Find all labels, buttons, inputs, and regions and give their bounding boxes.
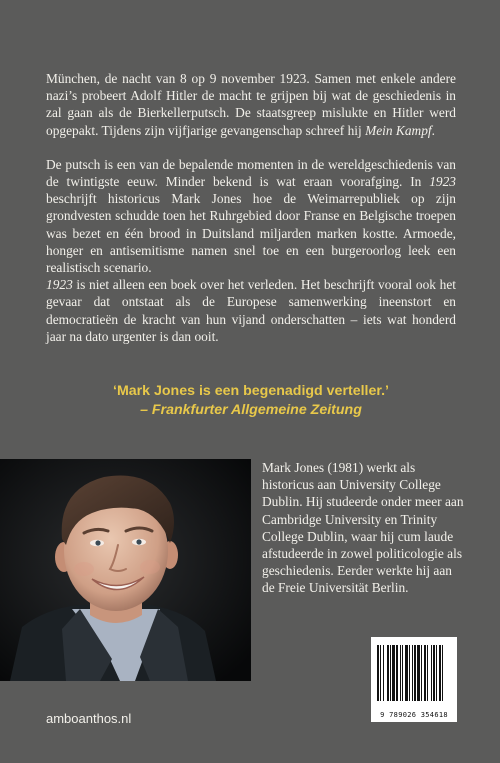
- author-photo: [0, 459, 251, 681]
- publisher-website: amboanthos.nl: [46, 711, 132, 726]
- book-title-1923: 1923: [46, 277, 73, 293]
- isbn-number: 9 789026 354618: [380, 711, 448, 719]
- book-title-1923: 1923: [429, 174, 456, 190]
- isbn-barcode: [371, 637, 457, 722]
- review-quote: [46, 382, 456, 419]
- barcode-icon: [371, 637, 457, 705]
- book-title-mein-kampf: Mein Kampf: [365, 122, 432, 138]
- back-cover-blurb: [46, 70, 456, 345]
- blurb-paragraph-1: München, de nacht van 8 op 9 november 1923. Samen met enkele andere nazi’s probeert Adolf Hitler de macht te grijpen bij wat de geschiedenis in zal gaan als de Bierkellerputsch. De staatsgreep mislukte en Hitler werd opgepakt. Tijdens zijn vijfjarige gevangenschap schreef hij Mein Kampf.: [46, 71, 456, 138]
- blurb-paragraph-3: 1923 is niet alleen een boek over het verleden. Het beschrijft vooral ook het gevaar dat ontstaat als de Europese samenwerking ineenstort en democratieën de kracht van hun vijand onderschatten – iets wat honderd jaar na dato urgenter is dan ooit.: [46, 277, 456, 344]
- quote-text: ‘Mark Jones is een begenadigd verteller.’: [113, 383, 389, 399]
- author-bio: Mark Jones (1981) werkt als historicus aan University College Dublin. Hij studeerde onder meer aan Cambridge University en Trinity College Dublin, waar hij cum laude afstudeerde in zowel politicologie als geschiedenis. Eerder werkte hij aan de Freie Universität Berlin.: [262, 460, 464, 596]
- author-portrait-illustration: [0, 459, 251, 681]
- blurb-paragraph-2: De putsch is een van de bepalende momenten in de wereldgeschiedenis van de twintigste eeuw. Minder bekend is wat eraan voorafging. In 1923 beschrijft historicus Mark Jones hoe de Weimarrepubliek op zijn grondvesten schudde toen het Ruhrgebied door Franse en Belgische troepen was bezet en één brood in Duitsland miljarden marken kostte. Armoede, honger en antisemitisme namen snel toe en een burgeroorlog leek een realistisch scenario.: [46, 156, 456, 276]
- quote-source: – Frankfurter Allgemeine Zeitung: [140, 401, 362, 418]
